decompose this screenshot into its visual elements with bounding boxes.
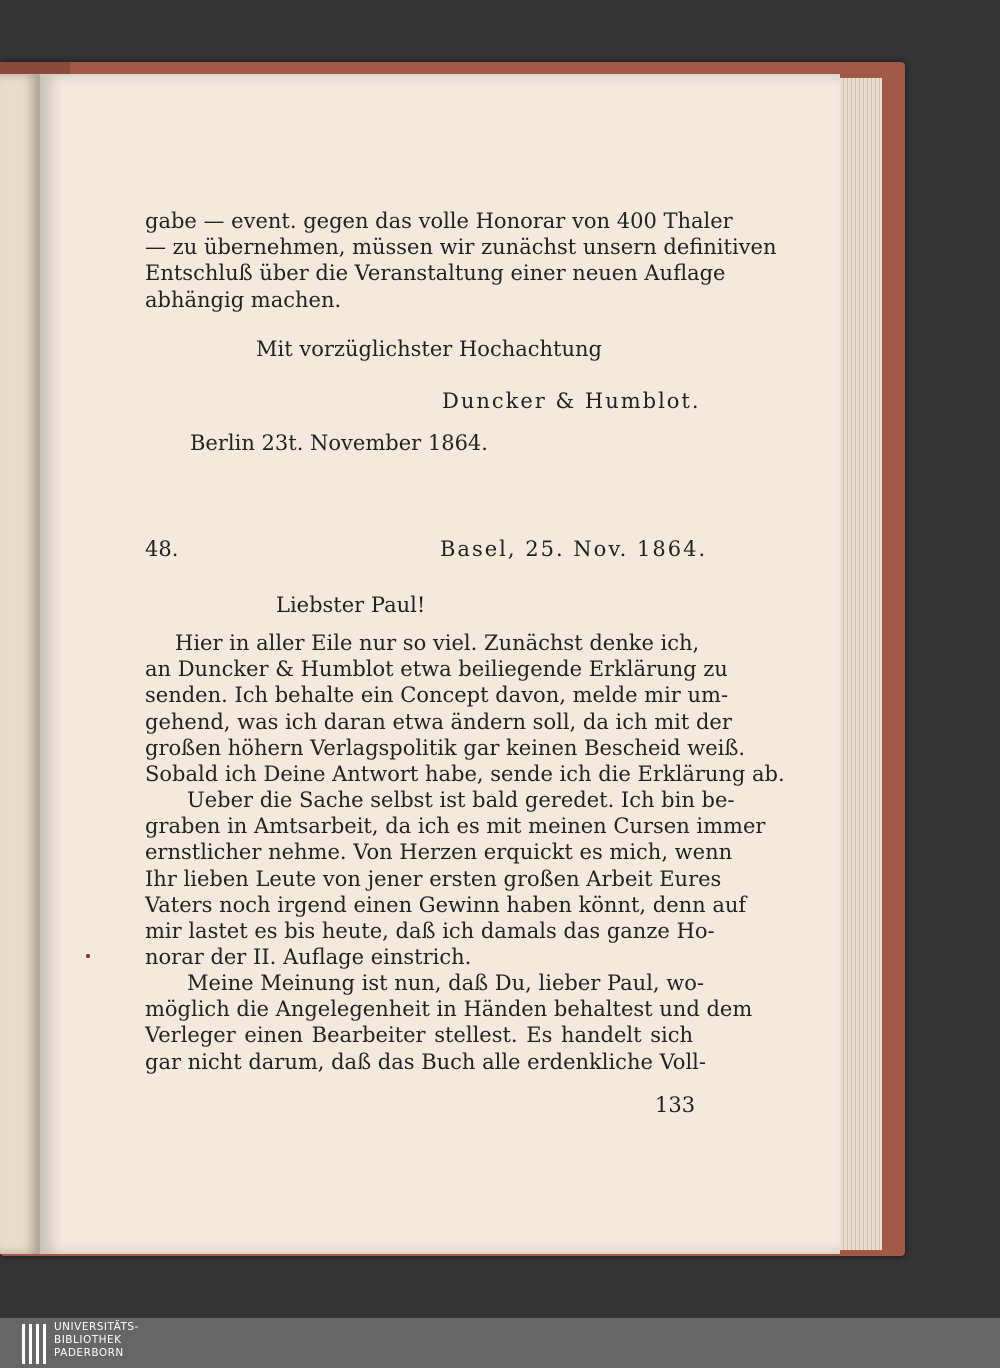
library-logo-icon (20, 1322, 48, 1366)
text-line: möglich die Angelegenheit in Händen behaltest und dem (145, 997, 753, 1022)
text-line: abhängig machen. (145, 287, 342, 312)
paragraph-1 (145, 630, 785, 787)
text-line: Hier in aller Eile nur so viel. Zunächst denke ich, (175, 631, 700, 655)
continuation-paragraph (145, 208, 777, 313)
ink-spot (86, 954, 90, 958)
text-line: gehend, was ich daran etwa ändern soll, da ich mit der (145, 709, 732, 734)
letter-number: 48. (145, 537, 179, 561)
text-line: Verleger einen Bearbeiter stellest. Es handelt sich (145, 1023, 693, 1048)
text-line: Vaters noch irgend einen Gewinn haben könnt, denn auf (145, 892, 747, 917)
signature: Duncker & Humblot. (442, 389, 701, 413)
closing-greeting: Mit vorzüglichster Hochachtung (256, 337, 602, 361)
text-line: Sobald ich Deine Antwort habe, sende ich die Erklärung ab. (145, 762, 785, 787)
text-line: graben in Amtsarbeit, da ich es mit meinen Cursen immer (145, 814, 766, 839)
footer-bar (0, 1318, 1000, 1368)
left-page-edge (0, 74, 40, 1254)
text-line: gar nicht darum, daß das Buch alle erdenkliche Voll- (145, 1049, 706, 1074)
text-line: ernstlicher nehme. Von Herzen erquickt es mich, wenn (145, 840, 733, 865)
text-line: mir lastet es bis heute, daß ich damals das ganze Ho- (145, 919, 715, 944)
salutation: Liebster Paul! (276, 593, 426, 617)
text-line: Ueber die Sache selbst ist bald geredet. Ich bin be- (187, 788, 735, 812)
text-line: — zu übernehmen, müssen wir zunächst unsern definitiven (145, 235, 777, 260)
page-number: 133 (655, 1093, 696, 1117)
library-name-line: PADERBORN (54, 1347, 124, 1359)
text-line: norar der II. Auflage einstrich. (145, 945, 472, 970)
letter-place-date: Basel, 25. Nov. 1864. (440, 537, 708, 561)
text-line: großen höhern Verlagspolitik gar keinen Bescheid weiß. (145, 735, 746, 760)
paragraph-2 (145, 787, 766, 970)
text-line: Meine Meinung ist nun, daß Du, lieber Paul, wo- (187, 971, 704, 995)
library-name (54, 1321, 139, 1360)
text-line: senden. Ich behalte ein Concept davon, melde mir um- (145, 683, 729, 708)
library-name-line: BIBLIOTHEK (54, 1334, 122, 1346)
text-line: an Duncker & Humblot etwa beiliegende Erklärung zu (145, 657, 728, 682)
library-name-line: UNIVERSITÄTS- (54, 1321, 139, 1333)
paragraph-3 (145, 970, 753, 1075)
dateline: Berlin 23t. November 1864. (190, 431, 488, 455)
text-line: Entschluß über die Veranstaltung einer neuen Auflage (145, 261, 726, 286)
page-stack-edges (840, 78, 882, 1250)
text-line: gabe — event. gegen das volle Honorar von 400 Thaler (145, 209, 733, 233)
text-line: Ihr lieben Leute von jener ersten großen Arbeit Eures (145, 866, 722, 891)
